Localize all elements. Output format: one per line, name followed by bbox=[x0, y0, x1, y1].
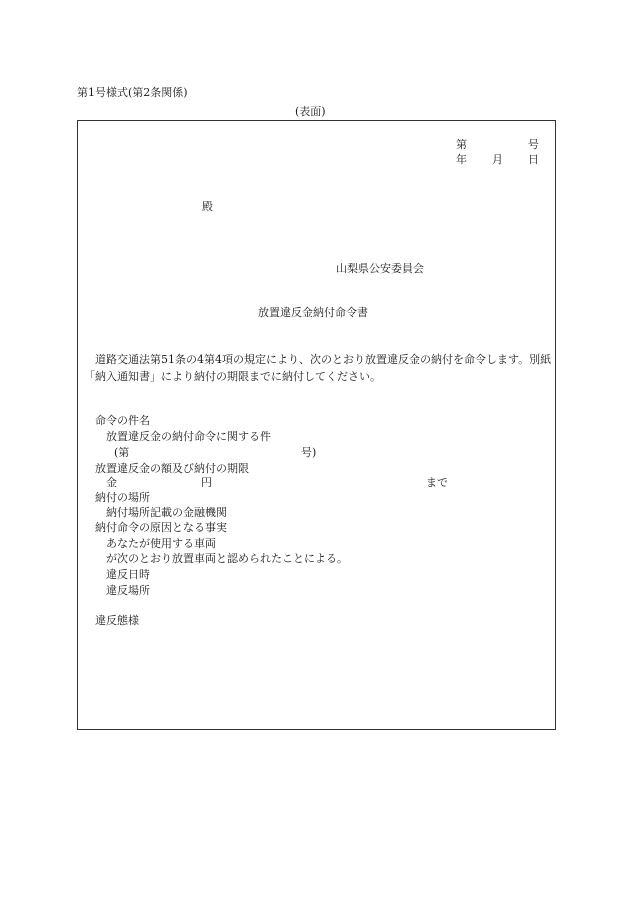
violation-manner-label: 違反態様 bbox=[95, 614, 139, 627]
fact-line-2: が次のとおり放置車両と認められたことによる。 bbox=[106, 552, 348, 565]
date-day: 日 bbox=[528, 153, 539, 166]
violation-date-label: 違反日時 bbox=[106, 568, 150, 581]
amount-label: 放置違反金の額及び納付の期限 bbox=[95, 462, 249, 475]
case-number-close: 号) bbox=[301, 446, 317, 459]
amount-kin: 金 bbox=[106, 476, 117, 489]
amount-deadline-made: まで bbox=[426, 476, 448, 489]
place-value: 納付場所記載の金融機関 bbox=[106, 506, 227, 519]
case-label: 命令の件名 bbox=[95, 414, 150, 427]
form-number: 第1号様式(第2条関係) bbox=[77, 86, 188, 99]
document-title: 放置違反金納付命令書 bbox=[258, 306, 368, 319]
number-suffix: 号 bbox=[528, 138, 539, 151]
number-prefix: 第 bbox=[456, 138, 467, 151]
side-label: (表面) bbox=[295, 105, 326, 118]
date-month: 月 bbox=[492, 153, 503, 166]
addressee: 殿 bbox=[202, 200, 213, 213]
place-label: 納付の場所 bbox=[95, 491, 150, 504]
case-value: 放置違反金の納付命令に関する件 bbox=[106, 430, 271, 443]
violation-place-label: 違反場所 bbox=[106, 584, 150, 597]
date-year: 年 bbox=[456, 153, 467, 166]
body-text: 道路交通法第51条の4第4項の規定により、次のとおり放置違反金の納付を命令します。別紙「納入通知書」により納付の期限までに納付してください。 bbox=[84, 353, 552, 383]
issuer: 山梨県公安委員会 bbox=[336, 262, 424, 275]
fact-line-1: あなたが使用する車両 bbox=[106, 537, 216, 550]
case-number-open: (第 bbox=[114, 446, 130, 459]
amount-yen: 円 bbox=[201, 476, 212, 489]
fact-label: 納付命令の原因となる事実 bbox=[95, 521, 227, 534]
